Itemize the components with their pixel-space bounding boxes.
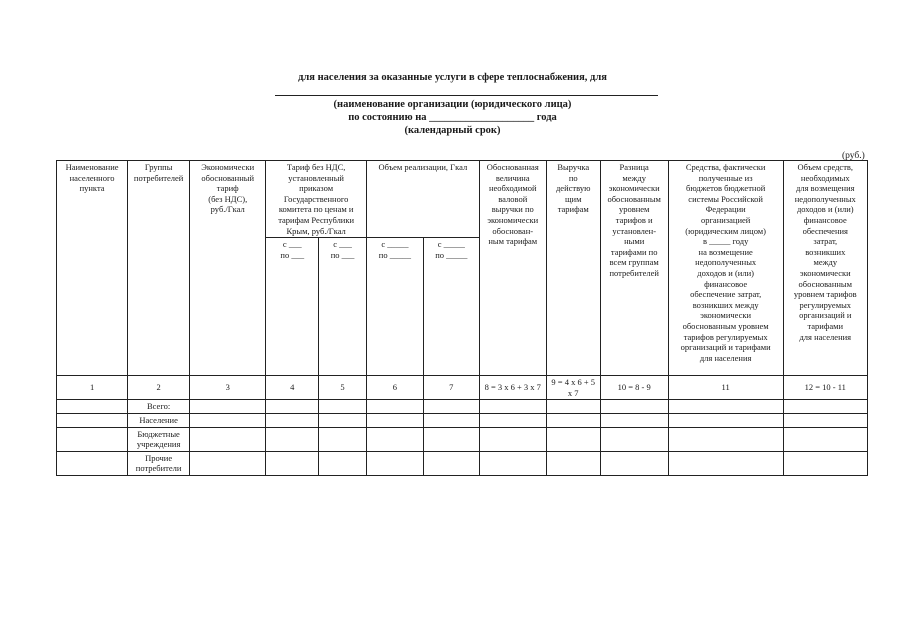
table-cell[interactable] bbox=[546, 400, 600, 414]
header-consumer-groups: Группы потребителей bbox=[128, 161, 190, 376]
column-number: 9 = 4 х 6 + 5 х 7 bbox=[546, 376, 600, 400]
table-cell[interactable] bbox=[366, 427, 423, 451]
table-cell[interactable] bbox=[423, 413, 479, 427]
header-set-tariff: Тариф без НДС, установленный приказом Государственного комитета по ценам и тарифам Республики Крым, руб./Гкал bbox=[266, 161, 367, 238]
table-cell[interactable] bbox=[423, 451, 479, 475]
row-label: Население bbox=[128, 413, 190, 427]
table-cell[interactable] bbox=[546, 427, 600, 451]
header-tariff-period-1 bbox=[266, 238, 319, 376]
row-label: Прочие потребители bbox=[128, 451, 190, 475]
column-number: 6 bbox=[366, 376, 423, 400]
header-budget-funds: Средства, фактически полученные из бюджетов бюджетной системы Российской Федерации организацией (юридическим лицом) в _____ году на возмещение недополученных доходов и (или) финансовое обеспечение затрат, возникших между экономически обоснованным уровнем тарифов регулируемых организаций и тарифами для населения bbox=[668, 161, 783, 376]
column-number: 3 bbox=[190, 376, 266, 400]
table-cell[interactable] bbox=[668, 413, 783, 427]
header-settlement: Наименование населенного пункта bbox=[57, 161, 128, 376]
column-number-row bbox=[57, 376, 868, 400]
header-volume-period-1 bbox=[366, 238, 423, 376]
table-cell[interactable] bbox=[479, 451, 546, 475]
table-cell[interactable] bbox=[190, 413, 266, 427]
column-number: 2 bbox=[128, 376, 190, 400]
date-line: по состоянию на ____________________ года bbox=[348, 112, 557, 123]
table-cell[interactable] bbox=[479, 427, 546, 451]
table-cell[interactable] bbox=[319, 400, 367, 414]
table-cell[interactable] bbox=[190, 427, 266, 451]
header-tariff-period-2 bbox=[319, 238, 367, 376]
table-cell[interactable] bbox=[266, 413, 319, 427]
period-caption: (календарный срок) bbox=[404, 125, 501, 136]
header-economic-tariff: Экономически обоснованный тариф (без НДС), руб./Гкал bbox=[190, 161, 266, 376]
table-cell[interactable] bbox=[366, 400, 423, 414]
table-cell[interactable] bbox=[783, 400, 867, 414]
header-current-revenue: Выручка по действую щим тарифам bbox=[546, 161, 600, 376]
table-cell[interactable] bbox=[423, 400, 479, 414]
table-cell[interactable] bbox=[57, 413, 128, 427]
row-label: Бюджетные учреждения bbox=[128, 427, 190, 451]
table-cell[interactable] bbox=[600, 413, 668, 427]
table-cell[interactable] bbox=[783, 451, 867, 475]
period-from: с ___ bbox=[282, 239, 302, 250]
table-cell[interactable] bbox=[319, 413, 367, 427]
table-cell[interactable] bbox=[479, 400, 546, 414]
table-row-budget-institutions bbox=[57, 427, 868, 451]
table-cell[interactable] bbox=[479, 413, 546, 427]
table-cell[interactable] bbox=[366, 413, 423, 427]
column-number: 12 = 10 - 11 bbox=[783, 376, 867, 400]
header-tariff-difference: Разница между экономически обоснованным уровнем тарифов и установлен- ными тарифами по всем группам потребителей bbox=[600, 161, 668, 376]
header-volume-period-2 bbox=[423, 238, 479, 376]
table-cell[interactable] bbox=[423, 427, 479, 451]
table-cell[interactable] bbox=[546, 413, 600, 427]
period-to: по _____ bbox=[378, 249, 411, 260]
table-cell[interactable] bbox=[600, 451, 668, 475]
column-number: 4 bbox=[266, 376, 319, 400]
column-number: 8 = 3 х 6 + 3 х 7 bbox=[479, 376, 546, 400]
table-cell[interactable] bbox=[190, 451, 266, 475]
table-cell[interactable] bbox=[600, 400, 668, 414]
organization-name-underline bbox=[275, 95, 658, 96]
organization-caption: (наименование организации (юридического лица) bbox=[333, 99, 572, 110]
table-cell[interactable] bbox=[783, 413, 867, 427]
row-label: Всего: bbox=[128, 400, 190, 414]
table-cell[interactable] bbox=[668, 427, 783, 451]
column-number: 7 bbox=[423, 376, 479, 400]
table-cell[interactable] bbox=[57, 400, 128, 414]
table-row-total bbox=[57, 400, 868, 414]
header-justified-revenue: Обоснованная величина необходимой валовой выручки по экономически обоснован- ным тарифам bbox=[479, 161, 546, 376]
table-cell[interactable] bbox=[600, 427, 668, 451]
table-cell[interactable] bbox=[319, 451, 367, 475]
table-cell[interactable] bbox=[266, 427, 319, 451]
table-cell[interactable] bbox=[57, 427, 128, 451]
column-number: 11 bbox=[668, 376, 783, 400]
header-row-1 bbox=[57, 161, 868, 238]
unit-label: (руб.) bbox=[842, 151, 865, 161]
table-cell[interactable] bbox=[266, 451, 319, 475]
table-cell[interactable] bbox=[668, 451, 783, 475]
period-from: с _____ bbox=[381, 239, 409, 250]
table-cell[interactable] bbox=[190, 400, 266, 414]
header-required-funds: Объем средств, необходимых для возмещения недополученных доходов и (или) финансовое обеспечения затрат, возникших между экономически обоснованным уровнем тарифов регулируемых организаций и тарифами для населения bbox=[783, 161, 867, 376]
period-to: по ___ bbox=[330, 249, 355, 260]
table-row-population bbox=[57, 413, 868, 427]
period-to: по _____ bbox=[435, 249, 468, 260]
column-number: 1 bbox=[57, 376, 128, 400]
subsidy-table bbox=[56, 160, 868, 476]
period-from: с ___ bbox=[333, 239, 352, 250]
table-cell[interactable] bbox=[546, 451, 600, 475]
table-cell[interactable] bbox=[319, 427, 367, 451]
table-cell[interactable] bbox=[266, 400, 319, 414]
document-title: для населения за оказанные услуги в сфере теплоснабжения, для bbox=[298, 72, 607, 83]
period-to: по ___ bbox=[280, 249, 305, 260]
table-row-other-consumers bbox=[57, 451, 868, 475]
table-cell[interactable] bbox=[783, 427, 867, 451]
period-from: с _____ bbox=[437, 239, 465, 250]
column-number: 5 bbox=[319, 376, 367, 400]
table-cell[interactable] bbox=[668, 400, 783, 414]
table-cell[interactable] bbox=[366, 451, 423, 475]
header-sales-volume: Объем реализации, Гкал bbox=[366, 161, 479, 238]
table-cell[interactable] bbox=[57, 451, 128, 475]
column-number: 10 = 8 - 9 bbox=[600, 376, 668, 400]
